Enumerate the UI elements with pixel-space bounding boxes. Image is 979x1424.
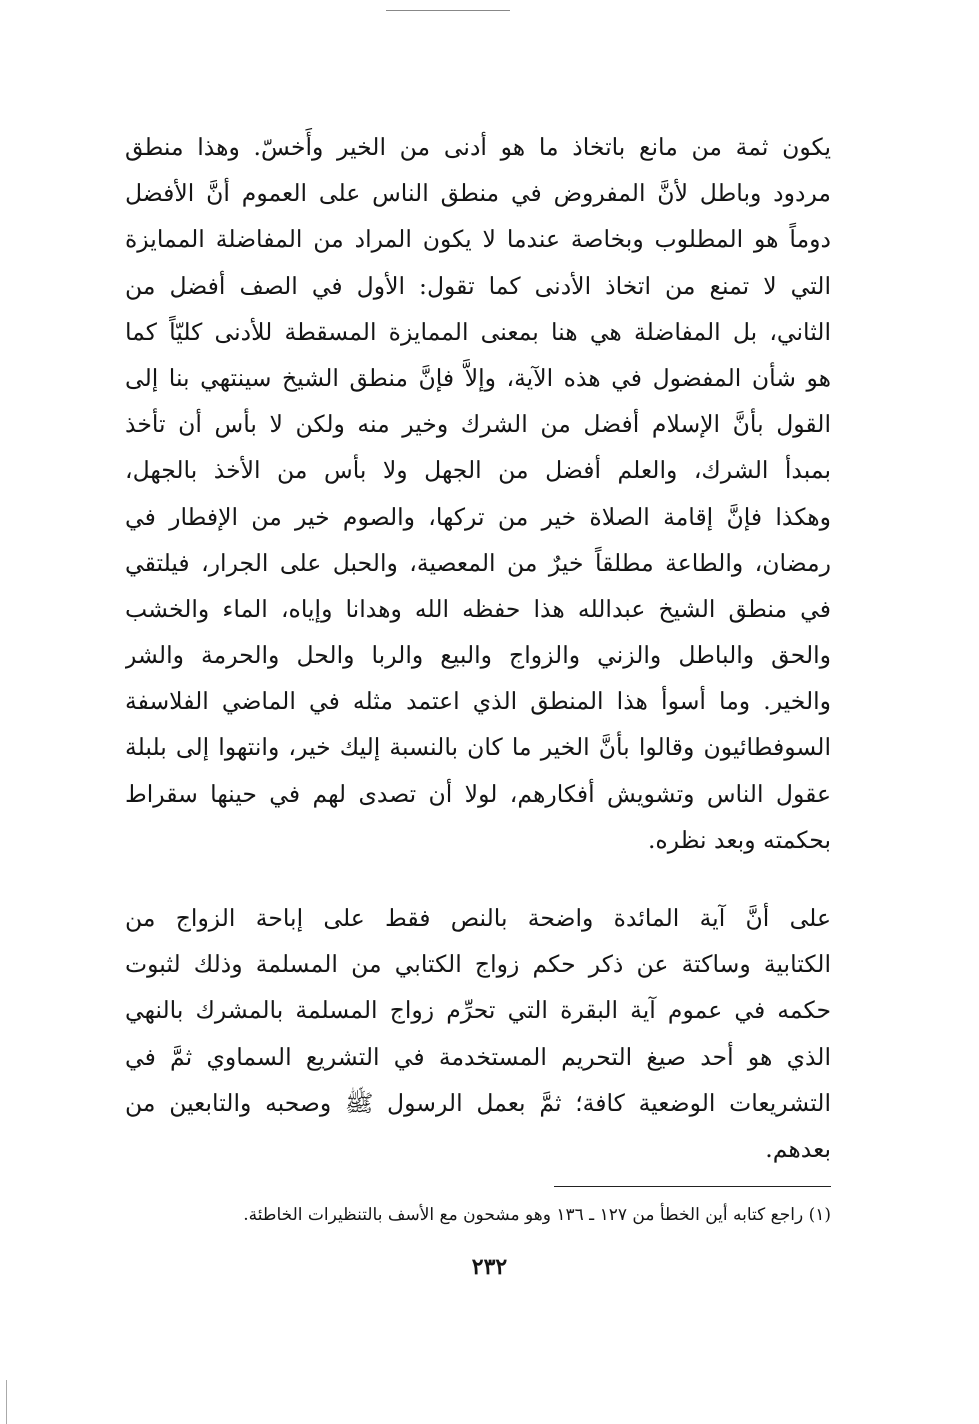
text-line: دوماً هو المطلوب وبخاصة عندما لا يكون المراد من المفاضلة الممايزة xyxy=(125,225,831,254)
text-line: رمضان، والطاعة مطلقاً خيرٌ من المعصية، والحبل على الجرار، فيلتقي xyxy=(125,548,831,577)
paragraph-gap xyxy=(125,863,831,895)
text-line: القول بأنَّ الإسلام أفضل من الشرك وخير منه ولكن لا بأس أن تأخذ xyxy=(125,410,831,439)
text-line: حكمه في عموم آية البقرة التي تحرِّم زواج المسلمة بالمشرك بالنهي xyxy=(125,996,831,1025)
text-line: والخير. وما أسوأ هذا المنطق الذي اعتمد مثله في الماضي الفلاسفة xyxy=(125,687,831,716)
text-line: التي لا تمنع من اتخاذ الأدنى كما تقول: الأول في الصف أفضل من xyxy=(125,271,831,300)
top-rule xyxy=(386,10,510,11)
page-number: ٢٣٢ xyxy=(471,1254,508,1280)
text-line: التشريعات الوضعية كافة؛ ثمَّ بعمل الرسول ﷺ وصحبه والتابعين من xyxy=(125,1088,831,1117)
footnote-separator xyxy=(554,1186,831,1187)
text-line: الكتابية وساكتة عن ذكر حكم زواج الكتابي من المسلمة وذلك لثبوت xyxy=(125,950,831,979)
text-line: الثاني، بل المفاضلة هي هنا بمعنى الممايزة المسقطة للأدنى كليّاً كما xyxy=(125,317,831,346)
text-line: الذي هو أحد صيغ التحريم المستخدمة في التشريع السماوي ثمَّ في xyxy=(125,1042,831,1071)
main-text xyxy=(125,124,831,1172)
text-line: على أنَّ آية المائدة واضحة بالنص فقط على إباحة الزواج من xyxy=(125,904,831,932)
text-line: مردود وباطل لأنَّ المفروض في منطق الناس على العموم أنَّ الأفضل xyxy=(125,179,831,208)
page-edge-mark xyxy=(6,1380,7,1424)
text-line: بعدهم. xyxy=(765,1134,831,1163)
text-line: بمبدأ الشرك، والعلم أفضل من الجهل ولا بأس من الأخذ بالجهل، xyxy=(125,456,831,485)
text-line: بحكمته وبعد نظره. xyxy=(647,825,831,854)
text-line: هو شأن المفضول في هذه الآية، وإلاَّ فإنَّ منطق الشيخ سينتهي بنا إلى xyxy=(125,363,831,392)
text-line: وهكذا فإنَّ إقامة الصلاة خير من تركها، والصوم خير من الإفطار في xyxy=(125,502,831,531)
paragraph-2 xyxy=(125,895,831,1172)
text-line: عقول الناس وتشويش أفكارهم، لولا أن تصدى لهم في حينها سقراط xyxy=(125,779,831,808)
text-line: السوفطائيون وقالوا بأنَّ الخير ما كان بالنسبة إليك خير، وانتهوا إلى بلبلة xyxy=(125,733,831,762)
text-line: يكون ثمة من مانع باتخاذ ما هو أدنى من الخير وأَخسّ. وهذا منطق xyxy=(125,133,831,161)
text-line: في منطق الشيخ عبدالله هذا حفظه الله وهدانا وإياه، الماء والخشب xyxy=(125,594,831,623)
footnote: (١) راجع كتابه أين الخطأ من ١٢٧ ـ ١٣٦ وهو مشحون مع الأسف بالتنظيرات الخاطئة. xyxy=(243,1205,831,1225)
paragraph-1 xyxy=(125,124,831,863)
text-line: والحق والباطل والزني والزواج والبيع والربا والحل والحرمة والشر xyxy=(125,641,831,670)
